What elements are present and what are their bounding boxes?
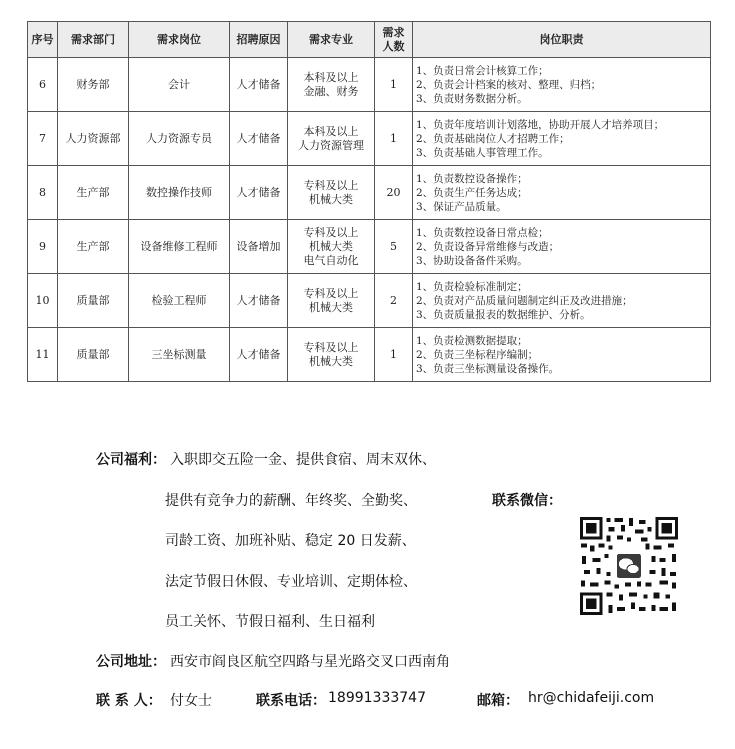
position: 数控操作技师 [129, 166, 230, 220]
major: 专科及以上 机械大类 [288, 274, 375, 328]
table-row [28, 58, 711, 112]
contact-email-label: 邮箱： [477, 693, 519, 709]
headcount: 1 [375, 112, 413, 166]
header-cell: 序号 [28, 22, 58, 58]
table-row [28, 274, 711, 328]
position: 检验工程师 [129, 274, 230, 328]
benefits-line: 员工关怀、节假日福利、生日福利 [165, 614, 375, 630]
department: 质量部 [58, 328, 129, 382]
row-number: 6 [28, 58, 58, 112]
benefits-label: 公司福利： [96, 452, 166, 468]
position: 会计 [129, 58, 230, 112]
header-cell: 需求专业 [288, 22, 375, 58]
department: 质量部 [58, 274, 129, 328]
headcount: 20 [375, 166, 413, 220]
duties: 1、负责数控设备日常点检； 2、负责设备异常维修与改造； 3、协助设备备件采购。 [413, 220, 711, 274]
department: 财务部 [58, 58, 129, 112]
duties: 1、负责年度培训计划落地，协助开展人才培养项目； 2、负责基础岗位人才招聘工作； 3、负责基础人事管理工作。 [413, 112, 711, 166]
reason: 人才储备 [230, 328, 288, 382]
position: 人力资源专员 [129, 112, 230, 166]
headcount: 5 [375, 220, 413, 274]
row-number: 9 [28, 220, 58, 274]
headcount: 1 [375, 328, 413, 382]
contact-person-label: 联 系 人： [96, 693, 162, 709]
benefits-line: 提供有竞争力的薪酬、年终奖、全勤奖、 [165, 493, 417, 509]
reason: 人才储备 [230, 166, 288, 220]
reason: 人才储备 [230, 112, 288, 166]
row-number: 11 [28, 328, 58, 382]
contact-email: hr@chidafeiji.com [528, 690, 655, 706]
header-cell: 岗位职责 [413, 22, 711, 58]
reason: 设备增加 [230, 220, 288, 274]
reason: 人才储备 [230, 58, 288, 112]
department: 人力资源部 [58, 112, 129, 166]
headcount: 2 [375, 274, 413, 328]
table-row [28, 112, 711, 166]
major: 专科及以上 机械大类 [288, 166, 375, 220]
headcount: 1 [375, 58, 413, 112]
position: 设备维修工程师 [129, 220, 230, 274]
address-label: 公司地址： [96, 654, 166, 670]
duties: 1、负责检测数据提取； 2、负责三坐标程序编制； 3、负责三坐标测量设备操作。 [413, 328, 711, 382]
department: 生产部 [58, 166, 129, 220]
table-header-row [28, 22, 711, 58]
header-cell: 需求岗位 [129, 22, 230, 58]
address-value: 西安市阎良区航空四路与星光路交叉口西南角 [170, 654, 450, 670]
contact-person: 付女士 [170, 693, 212, 709]
contact-phone: 18991333747 [328, 690, 426, 706]
contact-phone-label: 联系电话： [256, 693, 326, 709]
table-row [28, 328, 711, 382]
job-table [27, 21, 711, 382]
major: 专科及以上 机械大类 [288, 328, 375, 382]
header-cell: 需求 人数 [375, 22, 413, 58]
major: 本科及以上 金融、财务 [288, 58, 375, 112]
table-row [28, 220, 711, 274]
row-number: 7 [28, 112, 58, 166]
position: 三坐标测量 [129, 328, 230, 382]
duties: 1、负责检验标准制定； 2、负责对产品质量问题制定纠正及改进措施； 3、负责质量报表的数据维护、分析。 [413, 274, 711, 328]
wechat-icon [614, 551, 645, 582]
duties: 1、负责数控设备操作； 2、负责生产任务达成； 3、保证产品质量。 [413, 166, 711, 220]
header-cell: 需求部门 [58, 22, 129, 58]
major: 专科及以上 机械大类 电气自动化 [288, 220, 375, 274]
wechat-qr-code-icon [578, 515, 680, 617]
benefits-line: 法定节假日休假、专业培训、定期体检、 [165, 574, 417, 590]
benefits-line: 司龄工资、加班补贴、稳定 20 日发薪、 [165, 533, 416, 549]
benefits-line: 入职即交五险一金、提供食宿、周末双休、 [170, 452, 436, 468]
row-number: 8 [28, 166, 58, 220]
major: 本科及以上 人力资源管理 [288, 112, 375, 166]
table-row [28, 166, 711, 220]
duties: 1、负责日常会计核算工作； 2、负责会计档案的核对、整理、归档； 3、负责财务数据分析。 [413, 58, 711, 112]
wechat-label: 联系微信： [492, 493, 562, 509]
header-cell: 招聘原因 [230, 22, 288, 58]
row-number: 10 [28, 274, 58, 328]
reason: 人才储备 [230, 274, 288, 328]
department: 生产部 [58, 220, 129, 274]
